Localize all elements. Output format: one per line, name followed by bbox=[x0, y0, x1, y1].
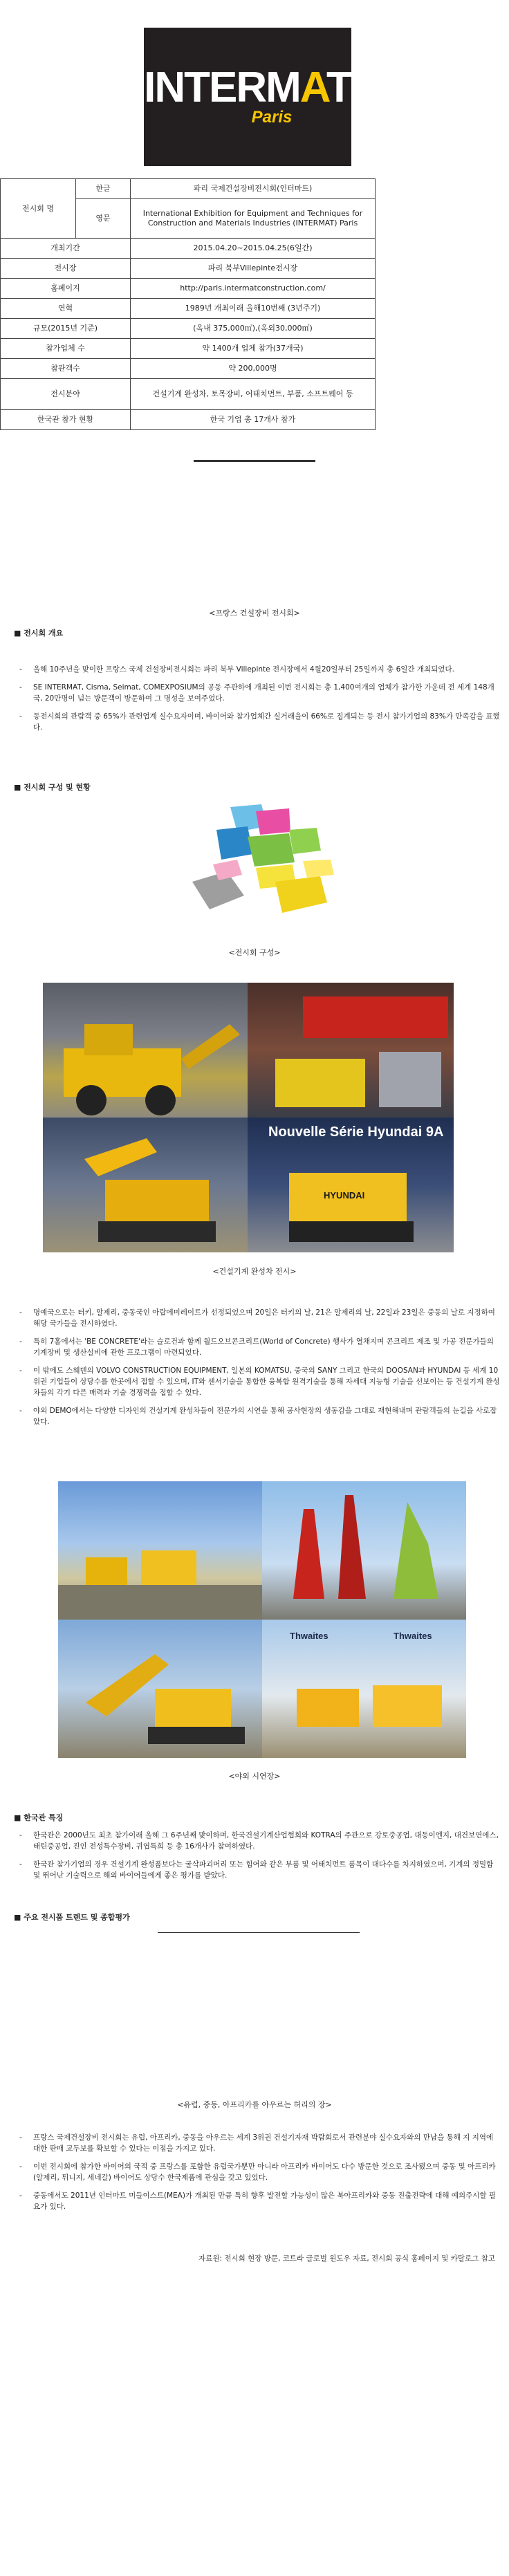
overview-list bbox=[17, 664, 501, 740]
row-label: 연혁 bbox=[1, 299, 131, 319]
row-label: 홈페이지 bbox=[1, 279, 131, 299]
row-value: 한국 기업 총 17개사 참가 bbox=[131, 410, 376, 430]
hyundai-sign: Nouvelle Série Hyundai 9A bbox=[268, 1124, 444, 1140]
row-value: 약 200,000명 bbox=[131, 359, 376, 379]
source-note: 자료원: 전시회 현장 방문, 코트라 글로벌 윈도우 자료, 전시회 공식 홈페이지 및 카탈로그 참고 bbox=[198, 2254, 495, 2263]
korea-heading: ■ 한국관 특징 bbox=[14, 1812, 63, 1823]
homepage-link[interactable]: http://paris.intermatconstruction.com/ bbox=[131, 279, 376, 299]
row-label: 한국관 참가 현황 bbox=[1, 410, 131, 430]
section-title: <프랑스 건설장비 전시회> bbox=[209, 609, 300, 618]
hyundai-booth-photo bbox=[248, 1118, 454, 1252]
table-row bbox=[1, 359, 376, 379]
table-row bbox=[1, 379, 376, 410]
divider-line bbox=[158, 1932, 360, 1933]
table-row bbox=[1, 239, 376, 259]
photos2-caption: <야외 시연장> bbox=[228, 1772, 281, 1781]
korea-list bbox=[17, 1830, 501, 1888]
list-item: - 특히 7홀에서는 'BE CONCRETE'라는 슬로건과 함께 월드오브콘크리트(World of Concrete) 행사가 열채지며 콘크리트 제조 및 가공 전문가들의 기계장비 및 생산설비에 관한 프로그램이 마련되었다. bbox=[17, 1336, 501, 1358]
outdoor-demo-photo-3 bbox=[58, 1620, 262, 1758]
hyundai-banner: HYUNDAI bbox=[324, 1190, 365, 1201]
row-label: 참관객수 bbox=[1, 359, 131, 379]
row-value: 1989년 개최이래 올해10번째 (3년주기) bbox=[131, 299, 376, 319]
table-row bbox=[1, 319, 376, 339]
list-item: - 명예국으로는 터키, 알제리, 중동국인 아랍에미레이트가 선정되었으며 20일은 터키의 날, 21은 알제리의 날, 22일과 23일은 중동의 날로 지정하여 해당 국가들을 전시하였다. bbox=[17, 1307, 501, 1329]
list-item: - SE INTERMAT, Cisma, Seimat, COMEXPOSIUM의 공동 주관하에 개최된 이번 전시회는 총 1,400여개의 업체가 참가한 가운데 전 세계 148개국, 20만명이 넘는 방문객이 방문하여 그 명성을 보여주었다. bbox=[17, 682, 501, 704]
row-label: 전시회 명 bbox=[1, 179, 76, 239]
separator-line bbox=[194, 460, 315, 462]
logo-sub: Paris bbox=[251, 108, 293, 127]
row-value: 약 1400개 업체 참가(37개국) bbox=[131, 339, 376, 359]
exhibition-info-table bbox=[0, 178, 376, 430]
hall-map-image bbox=[178, 799, 339, 930]
list-item: - 중동에서도 2011년 인터마트 미들이스트(MEA)가 개최된 만큼 특히 향후 발전할 가능성이 많은 북아프리카와 중동 진출전략에 대해 예의주시할 필요가 있다. bbox=[17, 2190, 501, 2212]
intermat-logo bbox=[144, 28, 351, 166]
section-title-2: <유럽, 중동, 아프리카를 아우르는 허리의 장> bbox=[177, 2100, 332, 2109]
thwaites-sign-1: Thwaites bbox=[290, 1631, 328, 1641]
row-value: 건설기계 완성차, 토목장비, 어태치먼트, 부품, 소프트웨어 등 bbox=[131, 379, 376, 410]
thwaites-sign-2: Thwaites bbox=[394, 1631, 432, 1641]
outdoor-demo-photo-2 bbox=[262, 1481, 466, 1620]
row-label: 참가업체 수 bbox=[1, 339, 131, 359]
list-item: - 이번 전시회에 참가한 바이어의 국적 중 프랑스를 포함한 유럽국가뿐만 아니라 아프리카 바이어도 다수 방문한 것으로 조사됐으며 중동 및 아프리카(알제리, 튀니지, 세네갈) 바이어도 상당수 한국제품에 관심을 갖고 있었다. bbox=[17, 2161, 501, 2183]
row-value: 파리 북부Villepinte전시장 bbox=[131, 259, 376, 279]
logo-wordmark: INTERMAT bbox=[144, 64, 351, 111]
table-row bbox=[1, 339, 376, 359]
table-row bbox=[1, 179, 376, 199]
table-row bbox=[1, 299, 376, 319]
row-label: 전시분야 bbox=[1, 379, 131, 410]
trends-heading: ■ 주요 전시품 트렌드 및 종합평가 bbox=[14, 1911, 130, 1922]
row-value: 2015.04.20~2015.04.25(6일간) bbox=[131, 239, 376, 259]
table-row bbox=[1, 279, 376, 299]
final-list bbox=[17, 2132, 501, 2219]
layout-heading: ■ 전시회 구성 및 현황 bbox=[14, 781, 91, 793]
row-label: 전시장 bbox=[1, 259, 131, 279]
list-item: - 이 밖에도 스웨덴의 VOLVO CONSTRUCTION EQUIPMENT, 일본의 KOMATSU, 중국의 SANY 그리고 한국의 DOOSAN과 HYUNDAI 등 세계 10위권 기업들이 상당수를 한곳에서 접할 수 있으며, IT와 센서기술을 통합한 융복합 원격기술을 통해 자세대 지능형 기술을 선보이는 등 건설기계 완성차들의 각기 다른 매력과 기술 경쟁력을 접할 수 있다. bbox=[17, 1365, 501, 1398]
row-sub-label: 한글 bbox=[76, 179, 131, 199]
list-item: - 동전시회의 관람객 중 65%가 관련업계 실수요자이며, 바이어와 참가업체간 실거래율이 66%로 집계되는 등 전시 참가기업의 83%가 만족감을 표했다. bbox=[17, 711, 501, 733]
excavator-photo-2 bbox=[43, 1118, 248, 1252]
row-label: 개최기간 bbox=[1, 239, 131, 259]
list-item: - 프랑스 국제건설장비 전시회는 유럽, 아프리카, 중동을 아우르는 세계 3위권 건설기자재 박람회로서 관련분야 실수요자와의 만남을 통해 지 지역에 대한 판매 교두보를 확보할 수 있다는 이점을 가지고 있다. bbox=[17, 2132, 501, 2154]
photos1-caption: <건설기계 완성차 전시> bbox=[212, 1267, 297, 1276]
overview-heading: ■ 전시회 개요 bbox=[14, 627, 63, 638]
excavator-photo-1 bbox=[43, 983, 248, 1118]
row-label: 규모(2015년 기준) bbox=[1, 319, 131, 339]
list-item: - 올해 10주년을 맞이한 프랑스 국제 건설장비전시회는 파리 북부 Villepinte 전시장에서 4월20일부터 25일까지 총 6일간 개최되었다. bbox=[17, 664, 501, 675]
outdoor-demo-photo-4 bbox=[262, 1620, 466, 1758]
row-value: International Exhibition for Equipment and Techniques for Construction and Materials Industries (INTERMAT) Paris bbox=[131, 199, 376, 239]
list-item: - 한국관 참가기업의 경우 건설기계 완성품보다는 굴삭파괴머리 또는 힘어와 같은 부품 및 어태치먼트 품목이 대다수를 차지하였으며, 기계의 정밀함 및 뛰어난 기술력으로 해외 바이어들에게 좋은 평가를 받았다. bbox=[17, 1859, 501, 1881]
outdoor-demo-photo-1 bbox=[58, 1481, 262, 1620]
map-caption: <전시회 구성> bbox=[228, 948, 281, 957]
list-item: - 야외 DEMO에서는 다양한 디자인의 건설기계 완성차들이 전문가의 시연을 통해 공사현장의 생동감을 그대로 재현해내며 관람객들의 눈길을 사로잡았다. bbox=[17, 1405, 501, 1427]
hidromek-booth-photo bbox=[248, 983, 454, 1118]
list-item: - 한국관은 2000년도 최초 참가이래 올해 그 6주년째 맞이하며, 한국건설기계산업협회와 KOTRA의 주관으로 강토중공업, 대동이엔지, 대건보연에스, 태틴중공업, 진인 전성특수장비, 귀엽특희 등 총 16개사가 참여하였다. bbox=[17, 1830, 501, 1852]
row-value: (옥내 375,000㎡),(옥외30,000㎡) bbox=[131, 319, 376, 339]
table-row bbox=[1, 410, 376, 430]
row-value: 파리 국제건설장비전시회(인터마트) bbox=[131, 179, 376, 199]
row-sub-label: 영문 bbox=[76, 199, 131, 239]
exhibit-list bbox=[17, 1307, 501, 1434]
table-row bbox=[1, 259, 376, 279]
